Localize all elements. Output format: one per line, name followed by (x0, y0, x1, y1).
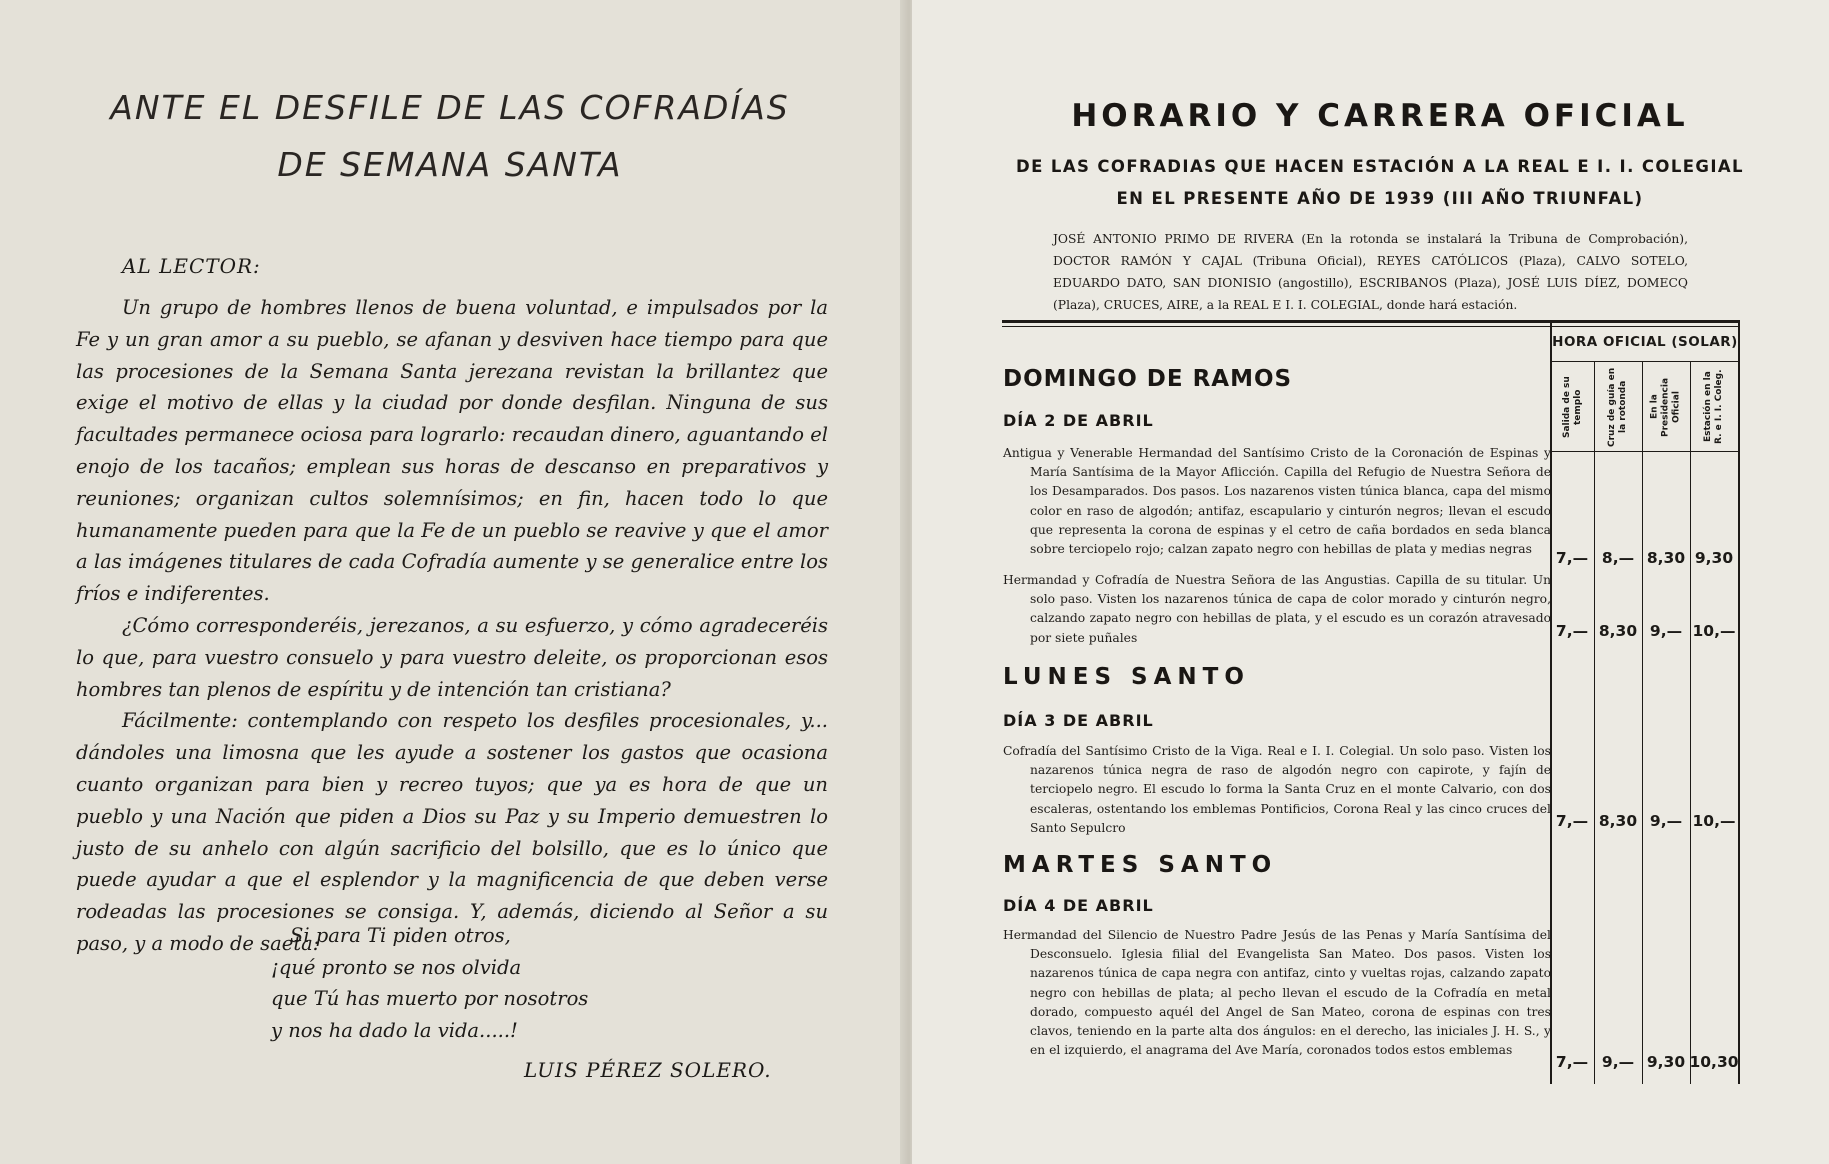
time-salida: 7,— (1555, 622, 1589, 640)
article-paragraph-2: ¿Cómo corresponderéis, jerezanos, a su esfuerzo, y cómo agradeceréis lo que, para vuestro consuelo y para vuestro deleite, os proporcionan esos hombres tan plenos de espíritu y de intención tan cristiana? (76, 613, 828, 701)
time-estacion: 10,— (1692, 812, 1736, 830)
time-cruz-de-guia: 8,30 (1598, 812, 1638, 830)
schedule-subtitle-line1: DE LAS COFRADIAS QUE HACEN ESTACIÓN A LA REAL E I. I. COLEGIAL (1016, 157, 1744, 176)
day-heading-domingo: DOMINGO DE RAMOS (1003, 366, 1293, 392)
time-estacion: 9,30 (1694, 549, 1734, 567)
cofradia-description: Antigua y Venerable Hermandad del Santísimo Cristo de la Coronación de Espinas y María Santísima de la Mayor Aflicción. Capilla del Refugio de Nuestra Señora de los Desamparados. Dos pasos. Los nazarenos visten túnica blanca, capa del mismo color en raso de algodón; antifaz, escapulario y cinturón negros; llevan el escudo que representa la corona de espinas y el cetro de caña bordados en seda blanca sobre terciopelo rojo; calzan zapato negro con hebillas de plata y medias negras (1003, 446, 1551, 557)
day-heading-lunes: LUNES SANTO (1003, 664, 1250, 690)
salutation: AL LECTOR: (122, 254, 261, 278)
table-column-divider (1594, 362, 1595, 1084)
time-cruz-de-guia: 9,— (1601, 1053, 1635, 1071)
schedule-subtitle-line2: EN EL PRESENTE AÑO DE 1939 (III AÑO TRIUNFAL) (1116, 189, 1644, 208)
cofradia-description: Hermandad del Silencio de Nuestro Padre Jesús de las Penas y María Santísima del Desconsuelo. Iglesia filial del Evangelista San Mateo. Dos pasos. Visten los nazarenos túnica de capa negra con antifaz, cinto y vueltas rojas, calzando zapato negro con hebillas de plata; al pecho llevan el escudo de la Cofradía en metal dorado, compuesto aquél del Angel de San Mateo, corona de espinas con tres clavos, teniendo en la parte alta dos ángulos: en el derecho, las iniciales J. H. S., y en el izquierdo, el anagrama del Ave María, coronados todos estos emblemas (1003, 928, 1551, 1058)
left-title-line2: DE SEMANA SANTA (277, 145, 623, 184)
time-salida: 7,— (1555, 549, 1589, 567)
cofradia-entry (1003, 444, 1551, 559)
time-cruz-de-guia: 8,30 (1598, 622, 1638, 640)
article-body (76, 292, 828, 960)
schedule-title: HORARIO Y CARRERA OFICIAL (1071, 98, 1689, 134)
table-column-divider (1642, 362, 1643, 1084)
time-cruz-de-guia: 8,— (1601, 549, 1635, 567)
time-presidencia: 9,— (1649, 812, 1683, 830)
column-header-estacion: Estación en la R. e I. I. Coleg. (1703, 369, 1724, 445)
poem-line: Si para Ti piden otros, (290, 924, 511, 947)
column-header-rule (1550, 451, 1740, 452)
column-header-cruz-de-guia: Cruz de guía en la rotonda (1607, 367, 1628, 447)
time-presidencia: 9,30 (1646, 1053, 1686, 1071)
day-date-martes: DÍA 4 DE ABRIL (1003, 896, 1154, 915)
left-title-line1: ANTE EL DESFILE DE LAS COFRADÍAS (110, 88, 790, 127)
time-estacion: 10,— (1692, 622, 1736, 640)
column-header-salida: Salida de su templo (1562, 376, 1583, 438)
saeta-poem (271, 920, 589, 1046)
table-top-rule-thin (1002, 326, 1740, 327)
table-top-rule (1002, 320, 1740, 323)
cofradia-description: Cofradía del Santísimo Cristo de la Viga. Real e I. I. Colegial. Un solo paso. Visten los nazarenos túnica negra de raso de algodón negro con capirote, y fajín de terciopelo negro. El escudo lo forma la Santa Cruz en el monte Calvario, con dos escaleras, ostentando los emblemas Pontificios, Corona Real y las cinco cruces del Santo Sepulcro (1003, 744, 1551, 835)
table-column-divider (1690, 362, 1691, 1084)
time-estacion: 10,30 (1689, 1053, 1739, 1071)
time-presidencia: 8,30 (1646, 549, 1686, 567)
cofradia-description: Hermandad y Cofradía de Nuestra Señora de las Angustias. Capilla de su titular. Un solo paso. Visten los nazarenos túnica de capa de color morado y cinturón negro, calzando zapato negro con hebillas de plata, y el escudo es un corazón atravesado por siete puñales (1003, 573, 1551, 645)
day-heading-martes: MARTES SANTO (1003, 852, 1278, 878)
article-paragraph-3: Fácilmente: contemplando con respeto los desfiles procesionales, y... dándoles una limosna que les ayude a sostener los gastos que ocasiona cuanto organizan para bien y recreo tuyos; que ya es hora de que un pueblo y una Nación que piden a Dios su Paz y su Imperio demuestren lo justo de su anhelo con algún sacrificio del bolsillo, que es lo único que puede ayudar a que el esplendor y la magnificencia de que deben verse rodeadas las procesiones se consiga. Y, además, diciendo al Señor a su paso, y a modo de saeta: (76, 709, 828, 955)
day-date-lunes: DÍA 3 DE ABRIL (1003, 711, 1154, 730)
hora-oficial-header: HORA OFICIAL (SOLAR) (1552, 334, 1738, 350)
official-route: JOSÉ ANTONIO PRIMO DE RIVERA (En la rotonda se instalará la Tribuna de Comprobación), DOCTOR RAMÓN Y CAJAL (Tribuna Oficial), REYES CATÓLICOS (Plaza), CALVO SOTELO, EDUARDO DATO, SAN DIONISIO (angostillo), ESCRIBANOS (Plaza), JOSÉ LUIS DÍEZ, DOMECQ (Plaza), CRUCES, AIRE, a la REAL E I. I. COLEGIAL, donde hará estación. (1053, 232, 1688, 312)
hora-header-rule (1550, 361, 1740, 362)
cofradia-entry (1003, 742, 1551, 838)
poem-line: ¡qué pronto se nos olvida (271, 955, 522, 979)
author-signature: LUIS PÉREZ SOLERO. (524, 1058, 772, 1082)
poem-line: que Tú has muerto por nosotros (271, 987, 589, 1010)
table-right-border (1738, 322, 1740, 1084)
column-header-presidencia: En la Presidencia Oficial (1649, 377, 1682, 437)
time-presidencia: 9,— (1649, 622, 1683, 640)
time-salida: 7,— (1555, 1053, 1589, 1071)
cofradia-entry (1003, 926, 1551, 1060)
poem-line: y nos ha dado la vida.....! (271, 1018, 518, 1042)
time-salida: 7,— (1555, 812, 1589, 830)
day-date-domingo: DÍA 2 DE ABRIL (1003, 411, 1154, 430)
cofradia-entry (1003, 571, 1551, 648)
article-paragraph-1: Un grupo de hombres llenos de buena voluntad, e impulsados por la Fe y un gran amor a su pueblo, se afanan y desviven hace tiempo para que las procesiones de la Semana Santa jerezana revistan la brillantez que exige el motivo de ellas y la ciudad por donde desfilan. Ninguna de sus facultades permanece ociosa para lograrlo: recaudan dinero, aguantando el enojo de los tacaños; emplean sus horas de descanso en preparativos y reuniones; organizan cultos solemnísimos; en fin, hacen todo lo que humanamente pueden para que la Fe de un pueblo se reavive y que el amor a las imágenes titulares de cada Cofradía aumente y se generalice entre los fríos e indiferentes. (76, 296, 828, 606)
